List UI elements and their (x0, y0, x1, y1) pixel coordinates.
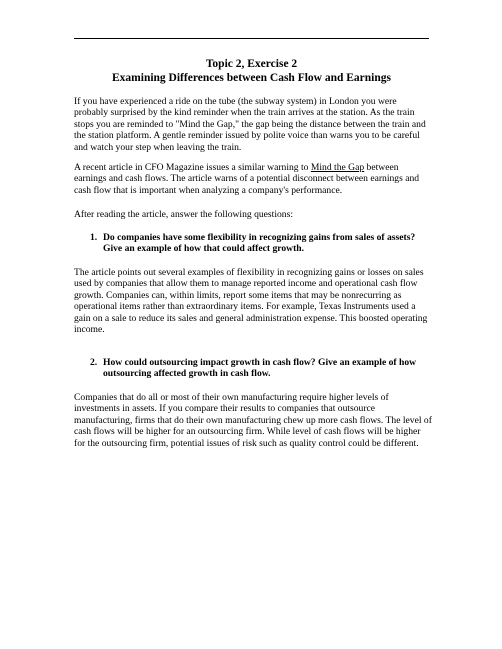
article-text-after: between earnings and cash flows. The article warns of a potential disconnect between earnings and cash flow that is important when analyzing a company's performance. (74, 162, 420, 196)
article-paragraph (74, 162, 432, 196)
mind-the-gap-link[interactable]: Mind the Gap (310, 162, 365, 173)
answer-1: The article points out several examples of flexibility in recognizing gains or losses on sales used by companies that allow them to manage reported income and operational cash flow growth. Companies can, within limits, report some items that may be nonrecurring as operational items rather than extraordinary items. For example, Texas Instruments used a gain on a sale to reduce its sales and general administration expense. This boosted operating income. (74, 267, 428, 336)
question-text: How could outsourcing impact growth in cash flow? Give an example of how outsourcing affected growth in cash flow. (103, 357, 417, 380)
question-text: Do companies have some flexibility in recognizing gains from sales of assets? Give an example of how that could affect growth. (103, 232, 416, 255)
document-subtitle: Examining Differences between Cash Flow and Earnings (112, 72, 391, 84)
question-number: 2. (90, 357, 98, 368)
answer-2: Companies that do all or most of their own manufacturing require higher levels of investments in assets. If you compare their results to companies that outsource manufacturing, firms that do their own manufacturing chew up more cash flows. The level of cash flows will be higher for an outsourcing firm. While level of cash flows will be higher for the outsourcing firm, potential issues of risk such as quality control could be different. (74, 392, 432, 449)
document-title: Topic 2, Exercise 2 (205, 58, 298, 70)
instruction-text: After reading the article, answer the following questions: (74, 209, 293, 220)
intro-paragraph: If you have experienced a ride on the tube (the subway system) in London you were probably surprised by the kind reminder when the train arrives at the station. As the train stops you are reminded to "Mind the Gap," the gap being the distance between the train and the station platform. A gentle reminder issued by polite voice than warns you to be careful and watch your step when leaving the train. (74, 96, 426, 153)
question-number: 1. (90, 232, 98, 243)
article-text-before: A recent article in CFO Magazine issues a similar warning to (74, 162, 311, 173)
header-rule (74, 38, 429, 39)
